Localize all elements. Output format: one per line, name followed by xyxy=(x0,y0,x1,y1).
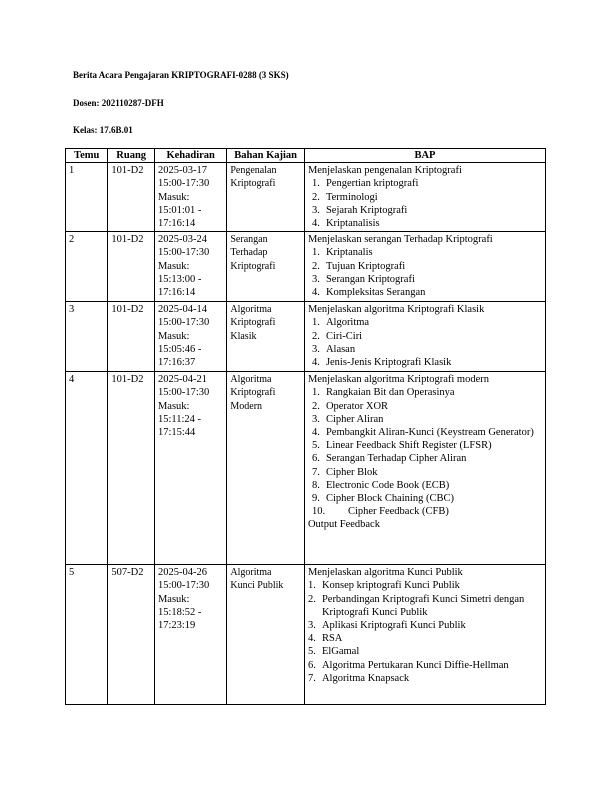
table-row xyxy=(66,565,546,705)
cell-bahan-kajian xyxy=(227,163,305,232)
bap-item-number: 5. xyxy=(307,646,316,658)
kehadiran-line: 2025-04-26 xyxy=(157,567,207,579)
bahan-kajian-line: Kriptografi xyxy=(230,387,276,399)
bap-item-number: 6. xyxy=(311,453,320,465)
bap-list-item xyxy=(308,672,542,685)
bap-list-item xyxy=(308,579,542,592)
kehadiran-line: 17:16:14 xyxy=(157,287,196,299)
kehadiran-line: Masuk: xyxy=(157,260,190,272)
kehadiran-line: 15:13:00 - xyxy=(157,273,202,285)
bap-item-text: Alasan xyxy=(325,343,356,355)
bap-item-number: 9. xyxy=(311,493,320,505)
bap-item-number: 2. xyxy=(311,260,320,272)
bap-item-number: 10. xyxy=(311,506,326,518)
bap-item-number: 3. xyxy=(311,413,320,425)
bap-list-item xyxy=(308,400,542,413)
bap-item-text: RSA xyxy=(321,633,343,645)
bap-list xyxy=(308,386,542,518)
bap-item-number: 8. xyxy=(311,479,320,491)
bahan-kajian-line: Pengenalan xyxy=(230,165,277,177)
bap-list-item xyxy=(308,260,542,273)
kehadiran-line: 15:00-17:30 xyxy=(157,247,210,259)
cell-ruang: 101-D2 xyxy=(108,163,155,232)
cell-bahan-kajian xyxy=(227,302,305,372)
cell-bap xyxy=(304,163,545,232)
bap-list-item xyxy=(308,177,542,190)
bap-item-text: Serangan Terhadap Cipher Aliran xyxy=(325,453,467,465)
bap-list-item xyxy=(308,246,542,259)
bap-list-item xyxy=(308,659,542,672)
bap-item-text: Konsep kriptografi Kunci Publik xyxy=(321,580,460,592)
lecturer-line: Dosen: 202110287-DFH xyxy=(73,98,164,108)
bahan-kajian-line: Serangan xyxy=(230,234,268,246)
bap-item-text: ElGamal xyxy=(321,646,360,658)
bap-list xyxy=(308,579,542,685)
document-title: Berita Acara Pengajaran KRIPTOGRAFI-0288 (3 SKS) xyxy=(73,70,289,80)
cell-ruang: 101-D2 xyxy=(108,302,155,372)
bahan-kajian-line: Algoritma xyxy=(230,567,272,579)
bap-item-text: Cipher Feedback (CFB) xyxy=(347,506,449,518)
cell-temu: 4 xyxy=(66,372,108,565)
bahan-kajian-line: Kriptografi xyxy=(230,317,276,329)
cell-ruang: 101-D2 xyxy=(108,372,155,565)
table-row xyxy=(66,302,546,372)
bap-item-text: Pembangkit Aliran-Kunci (Keystream Generator) xyxy=(325,427,534,439)
table-header-row xyxy=(66,149,546,163)
cell-kehadiran xyxy=(154,565,226,705)
column-header-bahan-kajian: Bahan Kajian xyxy=(227,149,305,163)
bap-intro: Menjelaskan pengenalan Kriptografi xyxy=(307,165,462,177)
bap-list-item xyxy=(308,204,542,217)
column-header-ruang: Ruang xyxy=(108,149,155,163)
kehadiran-line: 17:16:14 xyxy=(157,218,196,230)
bap-item-number: 2. xyxy=(311,330,320,342)
kehadiran-line: 15:00-17:30 xyxy=(157,387,210,399)
bap-list-item xyxy=(308,439,542,452)
bap-list-item xyxy=(308,286,542,299)
bap-list-item xyxy=(308,343,542,356)
bap-item-number: 1. xyxy=(311,178,320,190)
cell-bap xyxy=(304,565,545,705)
bap-item-number: 3. xyxy=(311,343,320,355)
bap-item-text: Ciri-Ciri xyxy=(325,330,363,342)
bap-item-text: Kriptanalis xyxy=(325,247,373,259)
bap-item-text: Terminologi xyxy=(325,191,378,203)
bap-item-text: Cipher Block Chaining (CBC) xyxy=(325,493,454,505)
kehadiran-line: 15:00-17:30 xyxy=(157,317,210,329)
bap-list-item xyxy=(308,356,542,369)
kehadiran-line: 15:11:24 - xyxy=(157,413,202,425)
bap-item-number: 3. xyxy=(311,273,320,285)
bap-item-text: Jenis-Jenis Kriptografi Klasik xyxy=(325,357,452,369)
bap-item-text: Linear Feedback Shift Register (LFSR) xyxy=(325,440,492,452)
bap-item-text: Kompleksitas Serangan xyxy=(325,287,426,299)
bap-list-item xyxy=(308,593,542,619)
bap-list-item xyxy=(308,386,542,399)
bap-list-item xyxy=(308,217,542,230)
bap-item-number: 4. xyxy=(311,287,320,299)
kehadiran-line: 15:00-17:30 xyxy=(157,580,210,592)
bap-item-text: Cipher Blok xyxy=(325,466,378,478)
kehadiran-line: 2025-03-17 xyxy=(157,165,207,177)
bap-list-item xyxy=(308,316,542,329)
table-body xyxy=(66,163,546,705)
bap-intro: Menjelaskan algoritma Kriptografi Klasik xyxy=(307,304,485,316)
bap-list-item xyxy=(308,452,542,465)
bap-item-number: 1. xyxy=(311,247,320,259)
kehadiran-line: 2025-04-21 xyxy=(157,374,207,386)
class-line: Kelas: 17.6B.01 xyxy=(73,125,133,135)
kehadiran-line: 15:00-17:30 xyxy=(157,178,210,190)
bap-item-number: 3. xyxy=(311,204,320,216)
bap-intro: Menjelaskan serangan Terhadap Kriptografi xyxy=(307,234,493,246)
bahan-kajian-line: Kunci Publik xyxy=(230,580,284,592)
cell-bap xyxy=(304,302,545,372)
table-row xyxy=(66,372,546,565)
bap-item-text: Tujuan Kriptografi xyxy=(325,260,406,272)
column-header-temu: Temu xyxy=(66,149,108,163)
bahan-kajian-line: Algoritma xyxy=(230,374,272,386)
kehadiran-line: 17:15:44 xyxy=(157,427,196,439)
bap-item-number: 4. xyxy=(311,427,320,439)
bap-item-number: 1. xyxy=(311,317,320,329)
column-header-kehadiran: Kehadiran xyxy=(154,149,226,163)
bap-list-item xyxy=(308,330,542,343)
bap-item-number: 7. xyxy=(307,672,316,684)
bap-item-number: 2. xyxy=(307,593,316,605)
bap-intro: Menjelaskan algoritma Kriptografi modern xyxy=(307,374,490,386)
bap-item-text: Algoritma xyxy=(325,317,370,329)
cell-kehadiran xyxy=(154,372,226,565)
kehadiran-line: 17:16:37 xyxy=(157,357,196,369)
cell-kehadiran xyxy=(154,163,226,232)
cell-bahan-kajian xyxy=(227,372,305,565)
bap-list-item xyxy=(308,505,542,518)
bap-list-item xyxy=(308,426,542,439)
bap-item-number: 1. xyxy=(311,387,320,399)
cell-bahan-kajian xyxy=(227,232,305,302)
cell-temu: 5 xyxy=(66,565,108,705)
cell-temu: 3 xyxy=(66,302,108,372)
kehadiran-line: 15:05:46 - xyxy=(157,343,202,355)
bap-item-number: 7. xyxy=(311,466,320,478)
bap-list-item xyxy=(308,466,542,479)
bap-item-text: Operator XOR xyxy=(325,400,389,412)
cell-temu: 2 xyxy=(66,232,108,302)
kehadiran-line: Masuk: xyxy=(157,400,190,412)
cell-ruang: 507-D2 xyxy=(108,565,155,705)
bap-item-text: Rangkaian Bit dan Operasinya xyxy=(325,387,455,399)
bap-item-number: 4. xyxy=(307,633,316,645)
bap-item-text: Perbandingan Kriptografi Kunci Simetri dengan Kriptografi Kunci Publik xyxy=(321,593,525,618)
bap-item-text: Aplikasi Kriptografi Kunci Publik xyxy=(321,620,466,632)
bahan-kajian-line: Modern xyxy=(230,400,263,412)
bap-item-number: 4. xyxy=(311,218,320,230)
bap-list-item xyxy=(308,619,542,632)
bap-item-number: 6. xyxy=(307,659,316,671)
cell-kehadiran xyxy=(154,232,226,302)
cell-kehadiran xyxy=(154,302,226,372)
bap-list-item xyxy=(308,492,542,505)
kehadiran-line: 15:18:52 - xyxy=(157,606,202,618)
bap-item-text: Serangan Kriptografi xyxy=(325,273,415,285)
kehadiran-line: Masuk: xyxy=(157,330,190,342)
bahan-kajian-line: Klasik xyxy=(230,330,257,342)
column-header-bap: BAP xyxy=(304,149,545,163)
bap-item-text: Electronic Code Book (ECB) xyxy=(325,479,450,491)
bap-list-item xyxy=(308,191,542,204)
cell-ruang: 101-D2 xyxy=(108,232,155,302)
bap-item-number: 4. xyxy=(311,357,320,369)
kehadiran-line: 15:01:01 - xyxy=(157,204,202,216)
attendance-table xyxy=(65,148,546,705)
bap-list xyxy=(308,316,542,369)
bap-list-item xyxy=(308,645,542,658)
kehadiran-line: Masuk: xyxy=(157,593,190,605)
bahan-kajian-line: Kriptografi xyxy=(230,260,276,272)
bap-list-item xyxy=(308,632,542,645)
cell-bahan-kajian xyxy=(227,565,305,705)
bap-item-text: Pengertian kriptografi xyxy=(325,178,419,190)
bap-item-number: 3. xyxy=(307,620,316,632)
bap-list-item xyxy=(308,413,542,426)
bahan-kajian-line: Terhadap xyxy=(230,247,268,259)
bap-item-number: 2. xyxy=(311,191,320,203)
kehadiran-line: 2025-04-14 xyxy=(157,304,207,316)
bap-item-text: Cipher Aliran xyxy=(325,413,384,425)
table-row xyxy=(66,163,546,232)
bahan-kajian-line: Kriptografi xyxy=(230,178,276,190)
cell-bap xyxy=(304,372,545,565)
kehadiran-line: 17:23:19 xyxy=(157,620,196,632)
bap-item-number: 5. xyxy=(311,440,320,452)
bap-list-item xyxy=(308,273,542,286)
bap-item-number: 1. xyxy=(307,580,316,592)
bap-item-text: Sejarah Kriptografi xyxy=(325,204,408,216)
table-row xyxy=(66,232,546,302)
bap-list-item xyxy=(308,479,542,492)
bap-item-text: Algoritma Knapsack xyxy=(321,672,410,684)
cell-bap xyxy=(304,232,545,302)
kehadiran-line: Masuk: xyxy=(157,191,190,203)
bap-list xyxy=(308,177,542,230)
bap-item-text: Kriptanalisis xyxy=(325,218,380,230)
cell-temu: 1 xyxy=(66,163,108,232)
bap-item-number: 2. xyxy=(311,400,320,412)
bahan-kajian-line: Algoritma xyxy=(230,304,272,316)
bap-outro: Output Feedback xyxy=(307,519,380,531)
bap-intro: Menjelaskan algoritma Kunci Publik xyxy=(307,567,463,579)
kehadiran-line: 2025-03-24 xyxy=(157,234,207,246)
bap-list xyxy=(308,246,542,299)
bap-item-text: Algoritma Pertukaran Kunci Diffie-Hellman xyxy=(321,659,509,671)
